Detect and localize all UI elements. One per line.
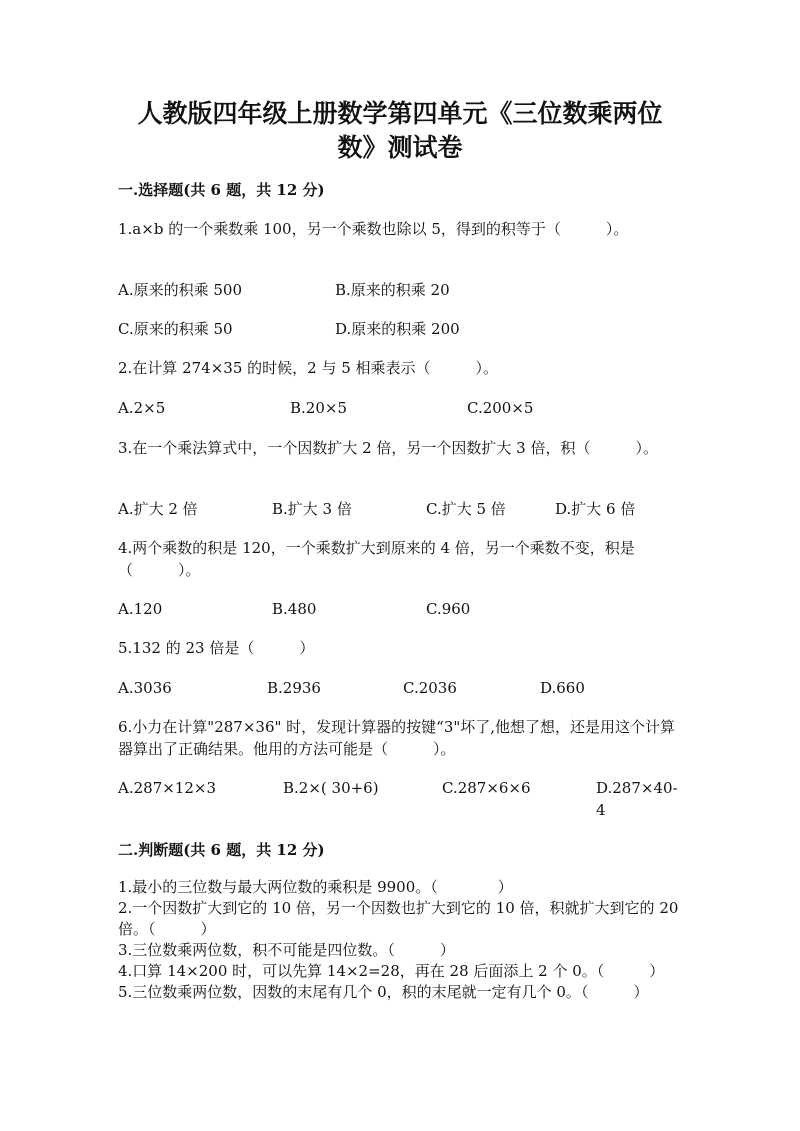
question-6-option-b: B.2×( 30+6) [283,779,379,797]
section-header-choice: 一.选择题(共 6 题，共 12 分) [118,181,325,199]
question-5-option-b: B.2936 [267,679,321,697]
judge-item-3: 3.三位数乘两位数，积不可能是四位数。（ ） [118,941,455,959]
question-2-option-a: A.2×5 [118,399,166,417]
judge-item-1: 1.最小的三位数与最大两位数的乘积是 9900。（ ） [118,878,513,896]
question-4-option-c: C.960 [426,600,471,618]
question-3-option-d: D.扩大 6 倍 [555,500,636,518]
question-5-option-a: A.3036 [118,679,172,697]
question-2-stem: 2.在计算 274×35 的时候，2 与 5 相乘表示（ ）。 [118,359,499,377]
page-title-line-1: 人教版四年级上册数学第四单元《三位数乘两位 [137,99,663,128]
section-header-judge: 二.判断题(共 6 题，共 12 分) [118,841,325,859]
question-1-option-c: C.原来的积乘 50 [118,320,233,338]
question-3-option-b: B.扩大 3 倍 [272,500,352,518]
question-1-stem: 1.a×b 的一个乘数乘 100，另一个乘数也除以 5，得到的积等于（ ）。 [118,220,629,238]
question-6-option-a: A.287×12×3 [118,779,216,797]
question-6-stem: 6.小力在计算"287×36" 时，发现计算器的按键“3"坏了,他想了想，还是用这个计算器算出了正确结果。他用的方法可能是（ ）。 [118,718,676,758]
question-1-option-d: D.原来的积乘 200 [335,320,460,338]
question-4-option-b: B.480 [272,600,317,618]
question-4-stem: 4.两个乘数的积是 120，一个乘数扩大到原来的 4 倍，另一个乘数不变，积是（ ）。 [118,539,635,579]
judge-item-5: 5.三位数乘两位数，因数的末尾有几个 0，积的末尾就一定有几个 0。（ ） [118,983,649,1001]
question-6-option-c: C.287×6×6 [442,779,531,797]
question-2-option-b: B.20×5 [290,399,347,417]
question-3-option-a: A.扩大 2 倍 [118,500,198,518]
question-3-option-c: C.扩大 5 倍 [426,500,506,518]
question-2-option-c: C.200×5 [467,399,534,417]
question-6-option-d: D.287×40-4 [596,779,678,819]
question-4-option-a: A.120 [118,600,163,618]
question-1-option-b: B.原来的积乘 20 [335,281,450,299]
page-title-line-2: 数》测试卷 [337,133,463,162]
question-5-option-c: C.2036 [403,679,457,697]
question-5-option-d: D.660 [540,679,585,697]
question-3-stem: 3.在一个乘法算式中，一个因数扩大 2 倍，另一个因数扩大 3 倍，积（ ）。 [118,439,658,457]
question-5-stem: 5.132 的 23 倍是（ ） [118,639,315,657]
judge-item-2: 2.一个因数扩大到它的 10 倍，另一个因数也扩大到它的 10 倍，积就扩大到它的 20 倍。（ ） [118,899,679,938]
judge-item-4: 4.口算 14×200 时，可以先算 14×2=28，再在 28 后面添上 2 个 0。（ ） [118,962,665,980]
question-1-option-a: A.原来的积乘 500 [118,281,242,299]
